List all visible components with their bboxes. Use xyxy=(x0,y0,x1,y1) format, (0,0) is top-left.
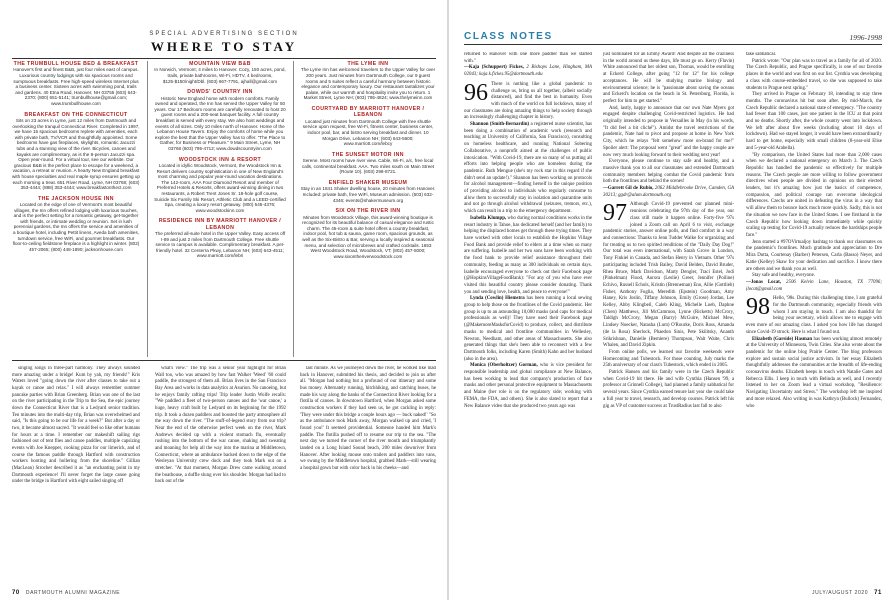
ad-column-1 xyxy=(12,61,140,360)
ad-listing xyxy=(154,61,286,84)
person-name: Lynda (Cowlin) Hiemstra xyxy=(470,296,525,302)
header-rule xyxy=(464,44,882,45)
ad-name: MOUNTAIN VIEW B&B xyxy=(189,61,251,67)
person-name: Monica (Oberholtzer) Gorman, xyxy=(470,363,538,369)
body-text: a registered nurse scientist, has been doing a combination of academic work (research and teaching at University of California, San Francisco), consulting on homeless healthcare, and running National Sobering Collaborative, a nonprofit aimed at the challenges of public intoxication. "With Covid-19, there are so many of us putting all efforts into helping people who are homeless during the pandemic. Ruth Mengue (she's my rock star in this regard if she didn't send an update!)." Shannon has been working on protocols for alcohol management—finding herself in the unique position of providing alcohol to individuals who regularly consume to allow them to successfully stay in isolation and quarantine units and not go through alcohol withdrawal (seizures, tremors, etc.), which can result in a trip to the emergency department. xyxy=(464,122,592,215)
ad-name: RESIDENCE INN BY MARRIOTT HANOVER / LEBANON xyxy=(158,218,282,231)
ad-name: COURTYARD BY MARRIOTT HANOVER / LEBANON xyxy=(311,105,425,119)
notes-column-1 xyxy=(464,52,592,579)
ad-body: Minutes from Woodstock Village, this award-winning boutique is recognized for its beautiful balance of casual elegance and rustic charm. The 45-room & suite hotel offers a country breakfast, indoor pool, hot tub & sauna, game room, spacious grounds, as well as the Six-Bistro & Bar, serving a locally inspired & seasonal menu, and selection of microbrews and crafted cocktails. 1653 West Woodstock Road, Woodstock, VT; (802) 457-5000; www.sixontheriverwoodstock.com xyxy=(302,214,434,259)
issue-date: JULY/AUGUST 2020 xyxy=(812,590,869,596)
body-text: has been working almost remotely at the University of Minnesota, Twin Cities. She also wrote about the pandemic for the online blog Prairie Center. The blog professors explore and sustain social justice activism. In her essay Elizabeth thoughtfully addresses the communities at the breadth of life-ending coronavirus deaths. Elizabeth keeps in touch with Natalie Gates and Rebecca Ellis. I keep in touch with Belinda as well, and I recently listened to her on Zoom lead a virtual workshop, "Resilience: Navigating Uncertainty and Stress." The workshop left me inspired and more relaxed. Also writing in was Kathryn (Bullock) Fernandez, who xyxy=(746,336,882,409)
ad-body: The preferred all-suite hotel in the Upper Valley. Easy access off I-89 and just 2 miles from Dartmouth College. Free shuttle service to campus is available. Complimentary breakfast. A pet-friendly hotel. 32 Centerra Pkwy, Lebanon NH; (603) 643-4511; www.marriott.com/lebri xyxy=(154,231,286,259)
body-text: just nominated for an Emmy Award! And despite all the craziness in the world around us these days, life must go on. Kerry (Flavin) White announced that her oldest son, Thomas, would be enrolling at Eckerd College, after going "12 for 12" for his college acceptances. He will be studying marine biology and environmental science; he is "passionate about saving the oceans and Eckerd's location on the beach in St. Petersburg, Florida, is perfect for him to get started." xyxy=(603,52,734,104)
ad-body: Hanover's first and finest B&B, just four miles east of campus. Luxurious country lodgings with six spacious rooms and sumptuous breakfasts. Free high-speed wireless Internet plus a business center. Sixteen acres with swimming pond, trails and gardens. 40 Etna Road, Hanover, NH 03755 (603) 643-2370; (800) 651-5141; trumbullhouse@gmail.com; www.trumbullhouse.com xyxy=(13,67,139,106)
ad-listing xyxy=(154,157,286,214)
ad-listing xyxy=(300,61,436,101)
ad-body: Serene. Most rooms have river view. Cable, Wi-Fi, a/c, free local calls, continental breakfast. AAA. Two miles south on Main Street (Route 10). (603) 298-8721. xyxy=(301,158,435,175)
body-text: has been running a local sewing group to help those on the frontlines of the Covid pandemic. Her group is up to an astounding 10,000 masks (and caps for medical professionals as well)! They have used their Facebook page (@MakemoreMasksforCovid) to produce, collect, and distribute masks to medical and frontline communities in Wellesley, Newton, Needham, and other areas of Massachusetts. She also generated things that she's been able to reconnect with a few Dartmouth folks, including Karen (Smith) Kahn and her husband (also in the area). xyxy=(464,296,592,362)
signature-address: 2062 Middlebrooke Drive, Camden, GA 30213; ggdr@alum.dartmouth.org xyxy=(603,186,734,198)
class-entry xyxy=(603,202,734,349)
ad-name: DOWDS' COUNTRY INN xyxy=(187,89,253,96)
ad-listing xyxy=(300,106,436,147)
body-text: There is nothing like a global pandemic to challenge us, bring us all together, (albeit socially distanced), and find the best in humanity. Even with much of the world on full lockdown, many of our classmates are doing amazing things to help society through an increasingly challenging chapter in history. xyxy=(464,81,592,121)
body-text xyxy=(464,296,592,363)
class-numeral: 98 xyxy=(746,294,770,321)
notes-column-2 xyxy=(603,52,734,579)
ad-name: THE TRUMBULL HOUSE BED & BREAKFAST xyxy=(13,61,139,67)
ad-column-3 xyxy=(300,61,436,360)
body-text: Patrick wrote: "Our plan was to travel as a family for all of 2020. The Czech Republic, and Prague specifically, is one of our favorite places in the world and was first on our list. Cynthia was developing a class with course-embedded travel, so she was supposed to take students to Prague next spring." xyxy=(746,58,882,91)
signature-name: —Garrett Gil de Rubio, xyxy=(603,186,654,192)
ad-listing xyxy=(300,152,436,175)
column-divider xyxy=(293,61,294,357)
ad-body: Sits on 23 acres in Lyme, just 12 miles from Dartmouth and overlooking the tranquil Connecticut River. Completed in 1997, we have 15 spacious bedrooms replete with amenities, each with private bath, TV/VCR and thoughtfully appointed. Some bedrooms have gas fireplaces, skylights, romantic Jacuzzi tubs and a stunning view of the river. Bicycles, canoes and kayaks are complimentary, as is the 8-person Jacuzzi spa. Open year-round. For a virtual tour, see our website. Our gracious B&B is the perfect place to escape for a weekend, a vacation, a retreat or reunion. A hearty New England breakfast with house specialties and real maple syrup ensures getting up each morning a treat. 651 River Road, Lyme, NH 03768; (603) 353-4444; (888) 353-4444; www.breakfastonthect.com xyxy=(12,117,140,191)
person-name: Shannon (Smith-Bernardin) xyxy=(470,122,530,128)
section-label: SPECIAL ADVERTISING SECTION xyxy=(149,31,299,37)
ad-listing xyxy=(12,61,140,107)
signature xyxy=(603,186,734,199)
bottom-rule xyxy=(12,360,436,361)
ad-body: The Lyme Inn has welcomed travelers to the Upper Valley for over 200 years. Just minutes from Dartmouth College, our 9 guest rooms and 5 suites reflect a careful harmony between historic elegance and contemporary luxury. Our restaurant tantalizes your palate, while our warmth and hospitality invite you to return. 1 Market Street, Lyme NH; (603) 795-4824; www.thelymeinn.com xyxy=(300,67,436,101)
ad-name: SIX ON THE RIVER INN xyxy=(335,208,401,215)
body-text: who is vice president for responsible leadership and global compliance at New Balance, has been working to lead that company's production of face masks and other personal protective equipment to Massachusetts and Maine (her role is on the regulatory side; working with FEMA, the FDA, and others). She is also slated to report that a New Balance video that she produced two years ago was xyxy=(464,363,592,409)
right-page xyxy=(448,0,896,600)
signature xyxy=(746,280,882,293)
ad-column-2 xyxy=(154,61,286,360)
body-text: They arrived in Prague on February 18, intending to stay three months. The coronavirus hit but soon after. By mid-March, the Czech Republic declared a national state of emergency. "The country had fewer than 100 cases, just one patient in the ICU at that point and no deaths. Shortly after, the whole country went into lockdown. We left after about five weeks (including about 10 days of lockdown). Had we stayed longer, it would have been extraordinarily hard to get home, especially with small children (8-year-old Elise and 5-year-old Arabella). xyxy=(746,92,882,151)
ad-listing xyxy=(12,112,140,191)
class-years: 1996-1998 xyxy=(849,33,882,42)
body-text xyxy=(464,216,592,296)
magazine-name: DARTMOUTH ALUMNI MAGAZINE xyxy=(25,590,121,596)
body-text: "By comparison, the United States had more than 2,000 cases when we declared a national emergency on March 3. The Czech Republic has handled the pandemic so effectively for multiple reasons. The Czech people are more willing to follow government directives when people are divided in opinions on their elected leaders, but it's amazing how just the basics of competence, compassion, and political courage can overcome ideological differences. Czechs are united in defeating the virus in a way that will allow them to bounce back much more quickly. Sadly, this is not the situation we now face in the United States. I see firsthand in the Czech Republic how looking down immediately while quickly scaling up testing for Covid-19 actually reduces the hardships people face." xyxy=(746,152,882,238)
ad-body: Located in idyllic Woodstock, Vermont, the Woodstock Inn & Resort delivers country sophistication in one of New England's most charming and popular year-round vacation destinations. The 142-room, AAA Four Diamond Resort and member of Preferred Hotels & Resorts, offers award-winning dining in two restaurants, a Robert Trent Jones Sr. 18-hole golf course, Suicide Six Family Ski Resort, Athletic Club and a LEED-certified Spa, creating a luxury resort getaway. (800) 545-4376; www.woodstockinn.com xyxy=(154,162,286,213)
ad-name: THE JACKSON HOUSE INN xyxy=(38,195,114,202)
body-text xyxy=(464,122,592,216)
body-text: what's view." The trip was a senior year highlight for Brian Wall too, who was amazed by how fast Walker 'Weed' '60 could paddle, the strongest of them all. Brian lives in the San Francisco Bay Area and works in data analytics at Asurion. No canoeing, but he enjoys family rafting trips! Trip leader Justin Wolfe recalls: "We paddled a fleet of two-person canoes and the 'war canoe,' a huge, heavy craft built by Ledyard on its beginning for the 1992 trip. It took a dozen paddlers and boosted the party atmosphere all the way down the river. "The stuff-of-legend story from our trip? Near the end of the otherwise perfect week on the river, Mark Andrews decided up with a violent stomach flu, eventually rushing into the bottom of the war canoe, shaking and sweating and moaning for help all the way into the marina at Middletown, Connecticut, where an ambulance backed down to the edge of the Wesleyan University crew dock and they took Mark out on a stretcher. "At that moment, Morgan Drew came walking around the boathouse, a duffle slung over his shoulder. Morgan had had to back out of the xyxy=(155,366,286,485)
page-title: WHERE TO STAY xyxy=(150,39,298,54)
ad-listing xyxy=(12,196,140,253)
ad-name: THE SUNSET MOTOR INN xyxy=(332,151,404,158)
body-column-3 xyxy=(300,366,436,576)
class-numeral: 97 xyxy=(603,200,627,227)
class-numeral: 96 xyxy=(464,79,488,106)
body-text: From online polls, we learned our favorite weekends were Homecoming and Tubestock. For those counting, July marks the 25th anniversary of our class's Tubestock, which ended in 2005. xyxy=(603,349,734,369)
ad-listing xyxy=(300,208,436,259)
ad-body: Historic New England home with modern comforts. Family owned and operated, the Inn has served the Upper Valley for 50 years. Our 17 Bedroom rooms are carefully renovated to host 20 guest rooms and a 200-seat banquet facility. A full country breakfast is served with every stay. We also host weddings and events of all sizes. Only 10 miles north of Hanover. Home of the Lebanon House Tavern. Enjoy the comforts of home while you explore the best that the Upper Valley has to offer. "The Place to Gather, for Business or Pleasure." 9 Main Street, Lyme, NH 03768 (603) 795-4712; www.dowdscountryinn.com xyxy=(154,95,286,151)
ad-listing xyxy=(300,180,436,203)
page-footer xyxy=(12,590,120,596)
body-text: Stay safe and healthy, everyone. xyxy=(752,273,815,279)
ad-name: ENFIELD SHAKER MUSEUM xyxy=(328,179,408,186)
body-text: last minute. As we journeyed down the river, he worked like mad back in Hanover, submitted his thesis, and decided to join us after all. "Morgan had nothing but a profound of our itinerary and some bus money. Alternately running, hitchhiking, and catching buses, he made his way along the banks of the Connecticut River looking for a flotilla of canoes. In downtown Hartford, when Morgan asked some construction workers if they had seen us, he got cackling in reply: 'They were under this bridge a couple hours ago — buck naked!' "So as the ambulance took Mark away, Morgan walked up and cried, 'I found you!' It seemed providential. Someone handed him Mark's paddle. The flotilla pushed off to resume our trip to the sea. "The next day we turned the corner of the river mouth and triumphantly landed on a Long Island Sound beach, 200 miles downriver from Hanover. After looking mouse onto trailers and paddlers into vans, we swung by the Middletown hospital, grabbed Mark—still wearing a hospital gown but with color back in his cheeks—and xyxy=(300,366,436,471)
body-text: Everyone, please continue to stay safe and healthy, and a massive thank you to all our classmates and extended Dartmouth community members helping combat the Covid pandemic from both the frontlines and behind the scenes! xyxy=(603,159,734,185)
column-divider xyxy=(147,61,148,357)
body-text: And, lastly, happy to announce that our own Nate Myers got engaged despite challenging Covid-restricted logistics. He had originally intended to propose in Versailles in May (in his words, "It did feel a bit cliché"). Amidst the travel restrictions of the pandemic, Nate had to pivot and propose at home in New York City, which he relays "felt somehow more on-brand for me!" Spoiler alert: The proposal went "great" and the happy couple are now very much looking forward to their wedding next year! xyxy=(603,105,734,158)
signature-name: —Jonas Locat, xyxy=(746,279,782,285)
body-text: Hello, '98s. During this challenging time, I am grateful for the Dartmouth community, especially friends with whom I am staying in touch. I am also thankful for being your secretary, which allows me to engage with even more of our amazing class. I asked you how life has changed since Covid-19 struck. Here is what I found out. xyxy=(746,296,882,335)
ad-body: Located just minutes from Dartmouth College with free shuttle service upon request, free Wi-Fi, fitness center, business center, indoor pool, bar, and bistro serving breakfast and dinner. 10 Morgan Drive, Lebanon NH; (603) 643-5600; www.marriott.com/lebcy xyxy=(302,118,434,147)
ad-name: WOODSTOCK INN & RESORT xyxy=(178,156,262,163)
section-title: CLASS NOTES xyxy=(464,31,553,42)
signature-address: 2506 Kelvin Lane, Houston, TX 77096; jlocat@gmail.com xyxy=(746,279,882,292)
top-rule xyxy=(12,58,436,59)
page-number: 71 xyxy=(874,590,882,596)
body-text: singing songs in three-part harmony. They always sounded more amazing under a bridge! Kum by yah, my friends!" Kris Waters loved "going down the river after classes to take out a kayak or canoe and relax." I will always remember summer pancake parties with Brian Greenberg. Brian was one of the last on the river participating in the Trip to the Sea, the epic journey down the Connecticut River that is a Ledyard senior tradition. Ten minutes into the multi-day trip, Brian was overwhelmed and said, "Is this going to be our life for a week?" But after a day or two, it became almost sacred. "It would feel so like other humans for hours at a time. I remember our makeshift sailing rigs fashioned out of tent flies and canoe paddles, multiple capsizing events with Joe Knepper, cooking pizza for our limerick, and of course the famous paddle through Hartford with construction workers hooting and hollering from the shoreline." Gillian (MacLean) Strocher described it as "an enchanting point in my Dartmouth experience! I'll never forget the large canoe going under the bridge in Hartford with eight sailed singing off xyxy=(12,366,140,485)
class-entry xyxy=(746,296,882,336)
page-footer xyxy=(812,590,882,596)
ad-name: BREAKFAST ON THE CONNECTICUT xyxy=(24,111,128,118)
class-entry xyxy=(464,79,592,122)
signature-address: 2 Bishops Lane, Hingham, MA 02043; kaja.k.fickes.95@dartmouth.edu xyxy=(464,65,592,78)
body-text xyxy=(746,337,882,411)
signature-name: —Kaja (Schuppert) Fickes, xyxy=(464,65,524,71)
ad-body: Located on the edge of one of Vermont's most beautiful villages, the Inn offers refined lodging with luxurious touches, and is the perfect setting for a romantic getaway, get-together with friends, or intimate wedding or reunion. Set in lush perennial gardens, the Inn offers the service and amenities of a boutique hotel, including Pettit linens, Aveda bath amenities, turndown service, free WiFi, and gourmet breakfasts. Our floor-to-ceiling fieldstone fireplace is a highlight in winter. (802) 457-2065; (800) 448-1890; jacksonhouse.com xyxy=(12,202,140,252)
signature xyxy=(464,65,592,78)
ad-listing xyxy=(154,218,286,259)
ad-body: Stay in an 1841 Shaker dwelling house, 20 minutes from Hanover. Included: private bath, free WiFi, Museum admission. (603) 632-4346; events@shakermuseum.org xyxy=(300,186,436,203)
body-text: take sabbatical. xyxy=(746,52,777,57)
person-name: Isabella Klumpp, xyxy=(470,215,507,221)
ad-name: THE LYME INN xyxy=(347,61,389,67)
body-column-1 xyxy=(12,366,140,576)
notes-column-3 xyxy=(746,52,882,579)
body-text: who during normal conditions works in the resort industry in Tahoe, has dedicated herself (and her family) to helping the displaced homes get through these trying times. They have worked with other locals to establish the Hopkins Village Food Bank and provide relief to elders at a time when so many are suffering. Isabelle and her two sons have been working with the food bank to provide relief assistance throughout their community, feeding as many as 300 individuals on certain days. Isabelle encouraged everyone to check out their Facebook page (@HopkinsVillageFoodBank): "For any of you who have ever visited this beautiful country please consider donating. Thank you and sending love, health, and peace to everyone!" xyxy=(464,215,592,295)
body-column-2 xyxy=(155,366,286,576)
page-number: 70 xyxy=(12,590,20,596)
body-text: returned to Hanover with one more paddler than we started with." xyxy=(464,52,592,64)
ad-body: In Norwich, Vermont; 4 miles to Hanover. Cozy, 150 acres, pond, trails, private bathrooms, Wi-Fi, HDTV, 4 bedrooms, $125-$150/night/Dbl. (603) 667-7791, ajhall@gmail.com xyxy=(154,67,286,84)
person-name: Elizabeth (Garside) Hasman xyxy=(752,336,813,342)
body-text: Jenn started a #97OVirtualjoy hashtag to thank our classmates on the pandemic's frontlines. Much gratitude and appreciation to Dre Mira Dutta, Courtenay (Barber) Petersen, Carla (Basso) Neyer, and Katie (Kelley) Skaw for your dedication and sacrifice. I know there are others and we thank you as well. xyxy=(746,239,882,272)
body-text: Although Covid-19 prevented our planned mini-reunions celebrating the 97th day of the year, our class still made it happen online. Forty-five '97s joined a Zoom call on April 6 to visit, exchange pandemic stories, answer online polls, and find comfort in a way and connections: Thanks to Jenn Tudder Walke for organizing and for treating us to two spirited renditions of the "Daily Day Dog!" Our total was even international, with Sarah Grove in London, Tony Finkiel in Canada, and Stefan Henry in Vietnam. Other '97s participating included Trish Bailey, David Belden, David Bruder, Rhea Bruce, Mark Davidson, Marty Dengler, Traci Estel, Jodi (Pinkelman) Flood, Aurora (Leslie) Greer, Jennifer (Poiline) Echivo, Russell Echols, Kristin (Brenneman) Eno, Allie (Gottlieb) Fisher, Anthony Foglia, Meredith (Epstein) Goodman, Amy Haney, Kris Joslin, Tiffany Johnson, Emily (Grose) Jordan, Lee Kelley, Abby Klingbeil, Caleb Kling, Michelle Loeb, Daphne (Chen) Matthews, Jill McCammon, Lynne (Ricketts) McCrory, Taldigh McCrory, Megan (Barry) McGuire, Michael Mew, Lindsey Noecker, Natasha (Lum) O'Rourke, Doris Ross, Amanda (de la Rosa) Sherlock, Phaedon Sinis, Pete Skilitsky, Ananth Srikrishnan, Danielle (Bemiere) Thompson, Walt Waite, Chris Whalen, and David Zipkin. xyxy=(603,202,734,349)
body-text: Patrick Hansen and his family were in the Czech Republic when Covid-19 hit there. He and wife Cynthia (Hansen '99, a professor at Grinnell College), had planned a family sabbatical for several years. Since Cynthia earned tenure last year she could take a full year to travel, research, and develop courses. Patrick left his gig as VP of customer success at TrustRadius last fall to also xyxy=(603,370,734,409)
body-text xyxy=(464,363,592,410)
ad-listing xyxy=(154,89,286,151)
